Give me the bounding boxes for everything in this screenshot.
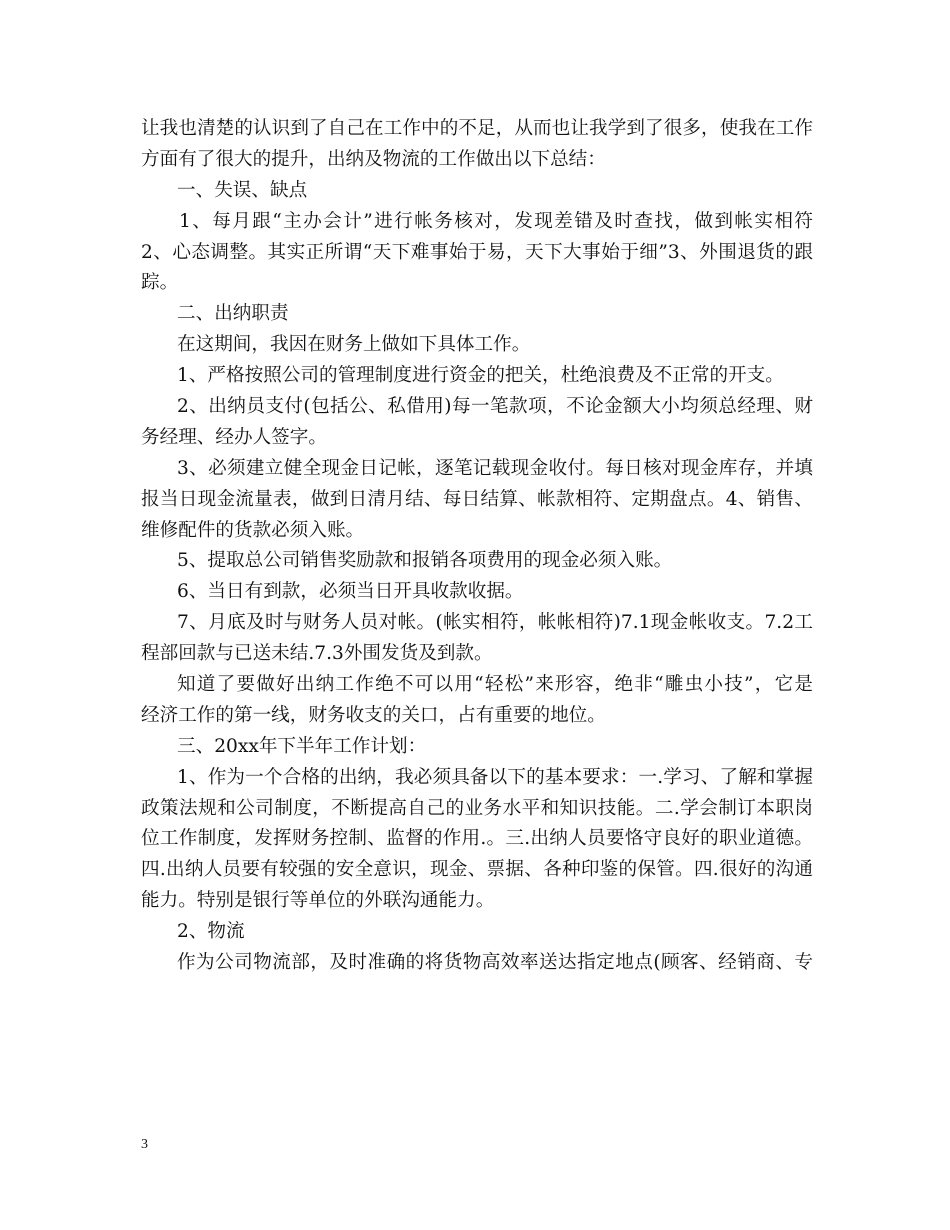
body-line: 3、必须建立健全现金日记帐，逐笔记载现金收付。每日核对现金库存，并填 [177,457,813,479]
body-line: 作为公司物流部，及时准确的将货物高效率送达指定地点(顾客、经销商、专 [177,952,813,974]
body-line: 2、出纳员支付(包括公、私借用)每一笔款项，不论金额大小均须总经理、财 [177,396,813,418]
body-line: 政策法规和公司制度，不断提高自己的业务水平和知识技能。二.学会制订本职岗 [141,797,813,819]
body-line: 2、心态调整。其实正所谓“天下难事始于易，天下大事始于细”3、外围退货的跟 [141,241,813,263]
section-heading: 三、20xx年下半年工作计划： [177,735,427,757]
body-line: 知道了要做好出纳工作绝不可以用“轻松”来形容，绝非“雕虫小技”，它是 [177,674,813,696]
body-line: 让我也清楚的认识到了自己在工作中的不足，从而也让我学到了很多，使我在工作 [141,118,813,139]
body-line: 经济工作的第一线，财务收支的关口，占有重要的地位。 [141,704,606,726]
section-heading: 一、失误、缺点 [177,179,308,201]
body-line: 5、提取总公司销售奖励款和报销各项费用的现金必须入账。 [177,550,673,572]
body-line: 1、严格按照公司的管理制度进行资金的把关，杜绝浪费及不正常的开支。 [177,365,784,387]
body-line: 位工作制度，发挥财务控制、监督的作用.。三.出纳人员要恪守良好的职业道德。 [141,828,813,850]
body-line: 方面有了很大的提升，出纳及物流的工作做出以下总结： [141,148,606,170]
body-line: 踪。 [141,272,179,294]
body-line: 1、每月跟“主办会计”进行帐务核对，发现差错及时查找，做到帐实相符 [179,210,813,232]
body-line: 6、当日有到款，必须当日开具收款收据。 [177,581,524,603]
body-line: 报当日现金流量表，做到日清月结、每日结算、帐款相符、定期盘点。4、销售、 [141,488,813,510]
section-heading: 二、出纳职责 [177,303,289,325]
page-number: 3 [141,1137,148,1152]
section-heading: 2、物流 [177,921,245,943]
body-line: 四.出纳人员要有较强的安全意识，现金、票据、各种印鉴的保管。四.很好的沟通 [141,859,813,881]
body-line: 能力。特别是银行等单位的外联沟通能力。 [141,890,495,912]
body-line: 维修配件的货款必须入账。 [141,519,365,541]
body-line: 务经理、经办人签字。 [141,426,327,448]
document-body [141,114,813,979]
body-line: 7、月底及时与财务人员对帐。(帐实相符，帐帐相符)7.1现金帐收支。7.2工 [177,612,813,634]
body-line: 在这期间，我因在财务上做如下具体工作。 [177,334,531,356]
body-line: 1、作为一个合格的出纳，我必须具备以下的基本要求：一.学习、了解和掌握 [177,766,813,788]
body-line: 程部回款与已送未结.7.3外围发货及到款。 [141,643,493,665]
